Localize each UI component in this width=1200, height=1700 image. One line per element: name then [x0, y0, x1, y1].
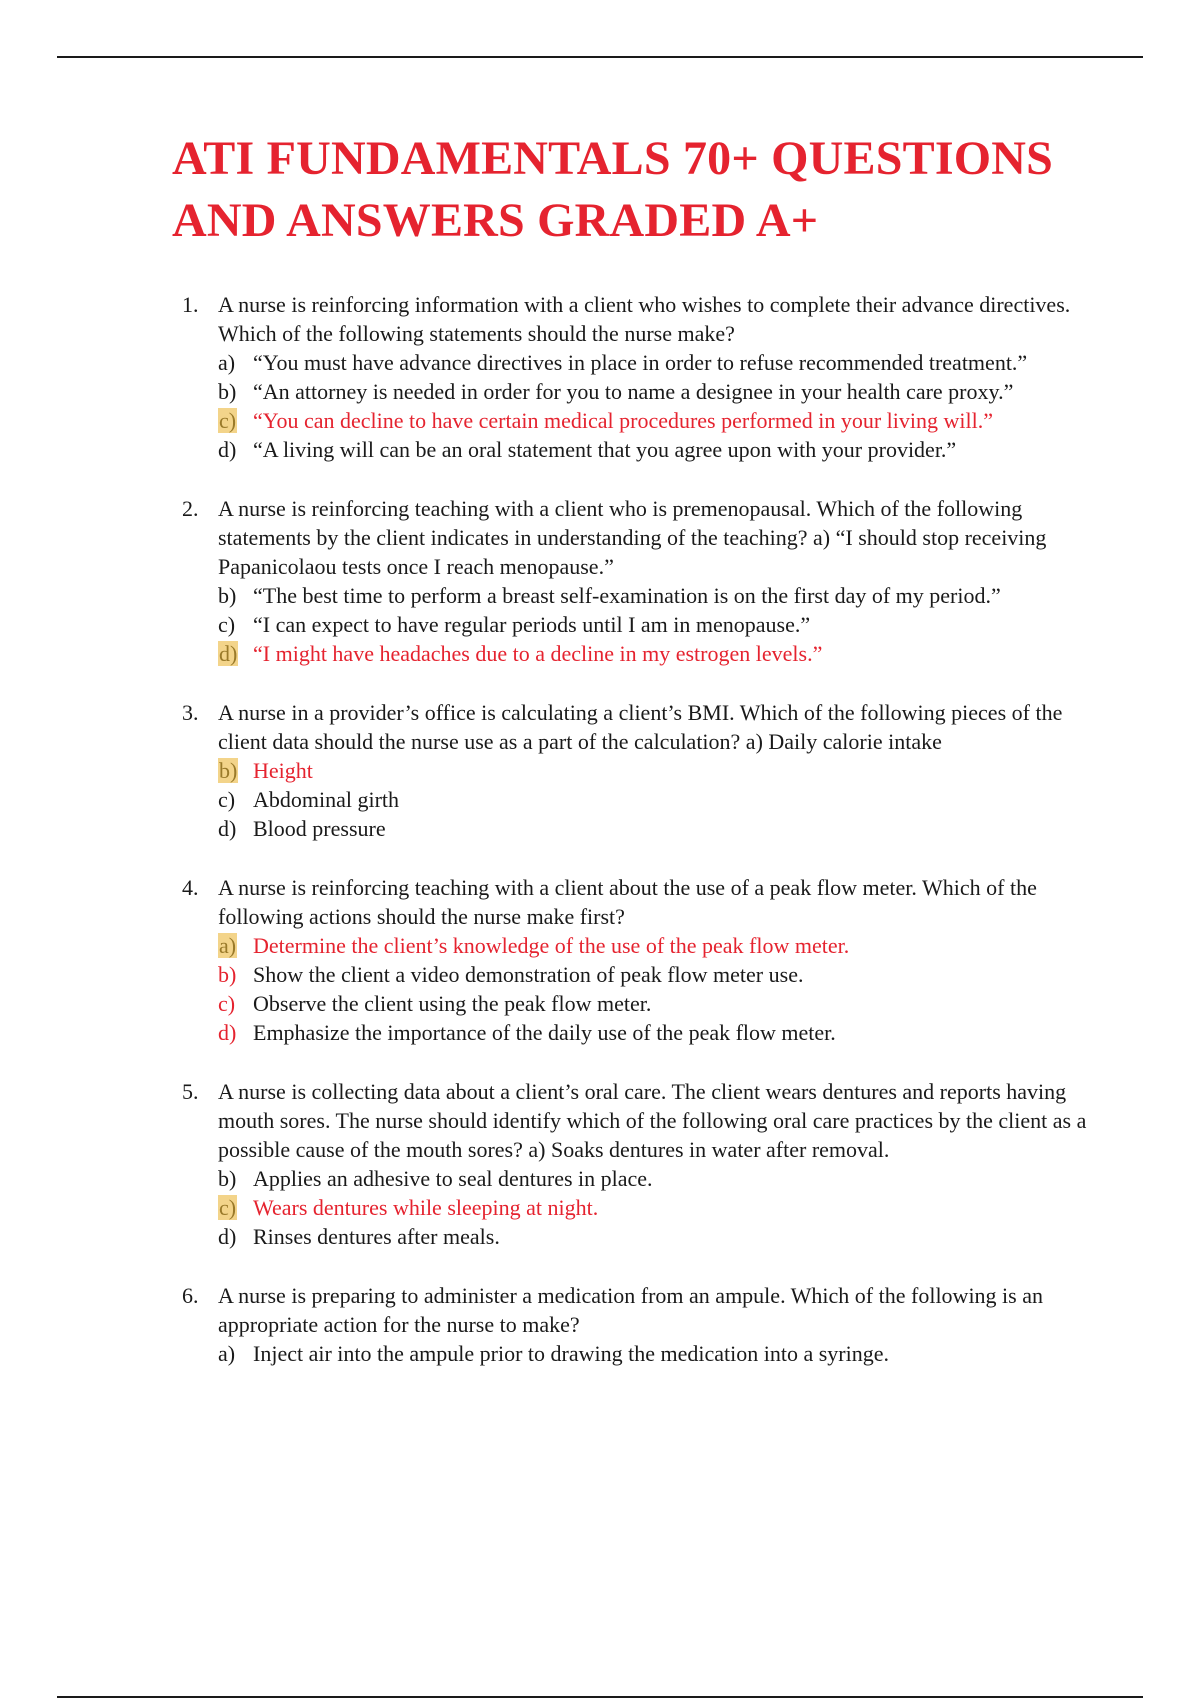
question-number: 1. [182, 292, 199, 317]
option-letter-highlighted [218, 406, 237, 435]
answer-highlight: d) [219, 641, 238, 666]
option-d [218, 1018, 1096, 1047]
option-text: Observe the client using the peak flow meter. [253, 991, 652, 1016]
question-number: 6. [182, 1283, 199, 1308]
option-letter: a) [218, 350, 236, 375]
option-c-correct-answer [218, 406, 1096, 435]
question-number: 5. [182, 1079, 199, 1104]
question-number: 3. [182, 700, 199, 725]
title-line-1: ATI FUNDAMENTALS 70+ QUESTIONS [172, 132, 1054, 185]
option-a [218, 348, 1096, 377]
option-letter: c) [218, 787, 236, 812]
option-b-correct-answer [218, 756, 1096, 785]
option-d [218, 435, 1096, 464]
option-text: “I might have headaches due to a decline in my estrogen levels.” [253, 641, 823, 666]
option-list [218, 1339, 1096, 1368]
option-letter-highlighted [218, 756, 238, 785]
option-d-correct-answer [218, 639, 1096, 668]
option-letter-highlighted [218, 639, 238, 668]
option-text: “You can decline to have certain medical procedures performed in your living will.” [253, 408, 994, 433]
option-b [218, 1164, 1096, 1193]
option-letter: b) [218, 1166, 237, 1191]
option-a-correct-answer [218, 931, 1096, 960]
option-text: “A living will can be an oral statement that you agree upon with your provider.” [253, 437, 957, 462]
option-letter-highlighted [218, 1193, 237, 1222]
question-number: 2. [182, 496, 199, 521]
question-stem: A nurse is reinforcing teaching with a client about the use of a peak flow meter. Which of the following actions should the nurse make first? [218, 875, 1037, 929]
option-c [218, 989, 1096, 1018]
option-text: Wears dentures while sleeping at night. [253, 1195, 599, 1220]
document-title [172, 128, 1122, 252]
option-letter: c) [218, 991, 236, 1016]
question-stem: A nurse in a provider’s office is calculating a client’s BMI. Which of the following pieces of the client data should the nurse use as a part of the calculation? a) Daily calorie intake [218, 700, 1063, 754]
option-text: Rinses dentures after meals. [253, 1224, 500, 1249]
question-2 [176, 494, 1096, 668]
option-b [218, 377, 1096, 406]
option-c-correct-answer [218, 1193, 1096, 1222]
option-d [218, 1222, 1096, 1251]
option-letter: a) [218, 1341, 236, 1366]
option-text: “You must have advance directives in place in order to refuse recommended treatment.” [253, 350, 1028, 375]
option-text: Blood pressure [253, 816, 386, 841]
question-6 [176, 1281, 1096, 1368]
option-text: Determine the client’s knowledge of the use of the peak flow meter. [253, 933, 850, 958]
option-text: Height [253, 758, 313, 783]
option-letter: b) [218, 379, 237, 404]
question-5 [176, 1077, 1096, 1251]
option-list [218, 348, 1096, 464]
option-list [218, 931, 1096, 1047]
option-list [218, 756, 1096, 843]
option-c [218, 610, 1096, 639]
answer-highlight: c) [219, 408, 237, 433]
option-text: Show the client a video demonstration of peak flow meter use. [253, 962, 804, 987]
option-letter: b) [218, 962, 237, 987]
answer-highlight: b) [219, 758, 238, 783]
answer-highlight: c) [219, 1195, 237, 1220]
question-stem: A nurse is preparing to administer a medication from an ampule. Which of the following is an appropriate action for the nurse to make? [218, 1283, 1043, 1337]
option-text: Inject air into the ampule prior to drawing the medication into a syringe. [253, 1341, 889, 1366]
option-text: “The best time to perform a breast self-examination is on the first day of my period.” [253, 583, 1001, 608]
option-text: “An attorney is needed in order for you to name a designee in your health care proxy.” [253, 379, 1014, 404]
question-list [176, 290, 1096, 1398]
question-3 [176, 698, 1096, 843]
option-letter: d) [218, 437, 237, 462]
question-4 [176, 873, 1096, 1047]
option-d [218, 814, 1096, 843]
option-text: “I can expect to have regular periods until I am in menopause.” [253, 612, 811, 637]
option-text: Abdominal girth [253, 787, 400, 812]
option-letter: d) [218, 1224, 237, 1249]
question-number: 4. [182, 875, 199, 900]
option-c [218, 785, 1096, 814]
option-letter: d) [218, 1020, 237, 1045]
option-text: Emphasize the importance of the daily use of the peak flow meter. [253, 1020, 836, 1045]
option-letter: c) [218, 612, 236, 637]
option-letter: d) [218, 816, 237, 841]
answer-highlight: a) [219, 933, 237, 958]
question-1 [176, 290, 1096, 464]
option-list [218, 581, 1096, 668]
question-stem: A nurse is reinforcing information with a client who wishes to complete their advance directives. Which of the following statements should the nurse make? [218, 292, 1071, 346]
option-list [218, 1164, 1096, 1251]
top-rule [57, 56, 1143, 58]
bottom-rule [57, 1696, 1143, 1698]
option-b [218, 581, 1096, 610]
option-letter-highlighted [218, 931, 237, 960]
option-a [218, 1339, 1096, 1368]
question-stem: A nurse is collecting data about a client’s oral care. The client wears dentures and reports having mouth sores. The nurse should identify which of the following oral care practices by the client as a possible cause of the mouth sores? a) Soaks dentures in water after removal. [218, 1079, 1087, 1162]
option-letter: b) [218, 583, 237, 608]
option-b [218, 960, 1096, 989]
title-line-2: AND ANSWERS GRADED A+ [172, 194, 819, 247]
question-stem: A nurse is reinforcing teaching with a client who is premenopausal. Which of the following statements by the client indicates in understanding of the teaching? a) “I should stop receiving Papanicolaou tests once I reach menopause.” [218, 496, 1047, 579]
option-text: Applies an adhesive to seal dentures in place. [253, 1166, 653, 1191]
